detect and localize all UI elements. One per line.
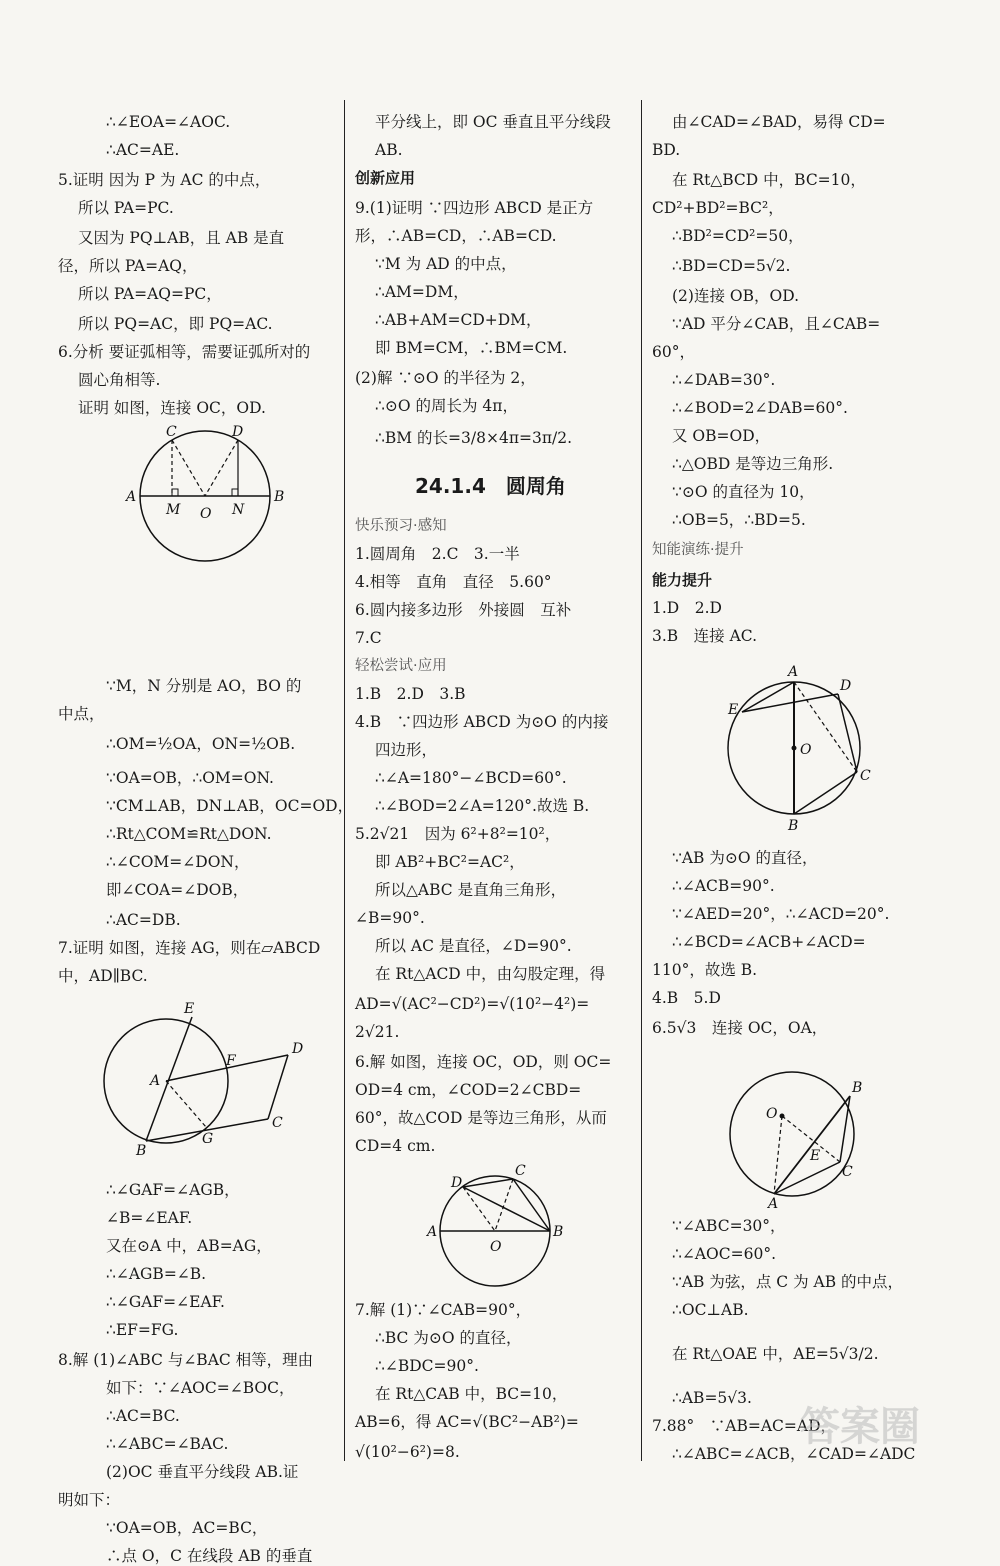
point-label: E: [184, 1001, 195, 1017]
text-line: 3.B 连接 AC.: [652, 627, 758, 645]
point-label: B: [553, 1224, 564, 1240]
text-line: ∴BD=CD=5√2.: [672, 257, 791, 275]
section-banner: 知能演练·提升: [652, 542, 744, 558]
text-line: 又 OB=OD，: [672, 427, 771, 445]
text-line: 在 Rt△ACD 中，由勾股定理，得: [375, 965, 606, 983]
column-3: [652, 108, 937, 1471]
text-line: 又因为 PQ⊥AB，且 AB 是直: [78, 229, 285, 247]
text-line: 所以△ABC 是直角三角形，: [375, 881, 567, 899]
text-line: 即 BM=CM，∴BM=CM.: [375, 339, 568, 357]
text-line: ∴∠ABC=∠ACB，∠CAD=∠ADC: [672, 1445, 916, 1463]
text-line: 5.2√21 因为 6²+8²=10²，: [355, 825, 561, 843]
text-line: ∴∠BDC=90°.: [375, 1357, 479, 1375]
text-line: ∴AB=5√3.: [672, 1389, 752, 1407]
text-line: ∴∠BCD=∠ACB+∠ACD=: [672, 933, 866, 951]
text-line: ∴∠A=180°−∠BCD=60°.: [375, 769, 567, 787]
point-label: E: [810, 1148, 821, 1164]
text-line: ∵OA=OB，∴OM=ON.: [106, 769, 274, 787]
text-line: 形，∴AB=CD，∴AB=CD.: [355, 227, 557, 245]
text-line: ∴⊙O 的周长为 4π，: [375, 397, 518, 415]
text-line: 7.88° ∵AB=AC=AD，: [652, 1417, 836, 1435]
text-line: ∴∠BOD=2∠A=120°.故选 B.: [375, 797, 590, 815]
point-label: F: [226, 1053, 236, 1069]
text-line: ∵OA=OB，AC=BC，: [106, 1519, 268, 1537]
point-label: O: [200, 506, 212, 522]
point-label: B: [136, 1143, 147, 1159]
point-label: D: [292, 1041, 304, 1057]
text-line: ∵∠ABC=30°，: [672, 1217, 786, 1235]
text-line: 4.相等 直角 直径 5.60°: [355, 573, 552, 591]
text-line: 径，所以 PA=AQ，: [58, 257, 198, 275]
text-line: BD.: [652, 141, 681, 159]
text-line: 又在⊙A 中，AB=AG，: [106, 1237, 272, 1255]
point-label: A: [427, 1224, 438, 1240]
text-line: 1.圆周角 2.C 3.一半: [355, 545, 520, 563]
text-line: 6.分析 要证弧相等，需要证弧所对的: [58, 343, 311, 361]
point-label: A: [788, 664, 799, 680]
text-line: 4.B ∵四边形 ABCD 为⊙O 的内接: [355, 713, 609, 731]
text-line: ∴BC 为⊙O 的直径，: [375, 1329, 522, 1347]
figure-circle-parallelogram: [98, 1003, 348, 1158]
subsection-heading: 能力提升: [652, 571, 713, 589]
text-line: ∵AB 为弦，点 C 为 AB 的中点，: [672, 1273, 904, 1291]
text-line: 中点，: [58, 705, 105, 723]
text-line: 平分线上，即 OC 垂直且平分线段: [375, 113, 611, 131]
point-label: G: [202, 1131, 214, 1147]
text-line: 在 Rt△OAE 中，AE=5√3/2.: [672, 1345, 879, 1363]
text-line: 在 Rt△CAB 中，BC=10，: [375, 1385, 568, 1403]
watermark: 答案圈: [800, 1404, 920, 1450]
text-line: ∴∠GAF=∠EAF.: [106, 1293, 225, 1311]
text-line: 明如下：: [58, 1491, 121, 1509]
point-label: E: [728, 702, 739, 718]
text-line: ∴△OBD 是等边三角形.: [672, 455, 834, 473]
point-label: B: [274, 489, 285, 505]
text-line: 所以 AC 是直径，∠D=90°.: [375, 937, 572, 955]
text-line: 8.解 (1)∠ABC 与∠BAC 相等，理由: [58, 1351, 314, 1369]
point-label: D: [232, 424, 244, 440]
text-line: CD=4 cm.: [355, 1137, 436, 1155]
text-line: 1.B 2.D 3.B: [355, 685, 466, 703]
text-line: ∴BM 的长=3/8×4π=3π/2.: [375, 429, 573, 447]
text-line: 4.B 5.D: [652, 989, 721, 1007]
text-line: (2)OC 垂直平分线段 AB.证: [106, 1463, 299, 1481]
text-line: (2)解 ∵⊙O 的半径为 2，: [355, 369, 536, 387]
text-line: ∴∠ABC=∠BAC.: [106, 1435, 229, 1453]
figure-circle-inscribed: [722, 664, 882, 834]
text-line: 7.解 (1)∵∠CAB=90°，: [355, 1301, 532, 1319]
figure-circle-mon: [120, 420, 290, 570]
column-rule-2: [641, 100, 642, 1461]
text-line: ∴∠COM=∠DON，: [106, 853, 250, 871]
text-line: ∴点 O，C 在线段 AB 的垂直: [106, 1547, 313, 1565]
text-line: ∴∠GAF=∠AGB，: [106, 1181, 240, 1199]
point-label: B: [852, 1080, 863, 1096]
text-line: 6.5√3 连接 OC，OA，: [652, 1019, 828, 1037]
text-line: 7.证明 如图，连接 AG，则在▱ABCD: [58, 939, 321, 957]
text-line: AB.: [375, 141, 403, 159]
text-line: 110°，故选 B.: [652, 961, 758, 979]
point-label: D: [451, 1175, 463, 1191]
section-banner: 轻松尝试·应用: [355, 658, 447, 674]
point-label: D: [840, 678, 852, 694]
subsection-heading: 创新应用: [355, 169, 416, 187]
text-line: 如下：∵∠AOC=∠BOC，: [106, 1379, 295, 1397]
point-label: A: [126, 489, 137, 505]
column-1: [58, 108, 354, 1565]
text-line: 中，AD∥BC.: [58, 967, 148, 985]
text-line: 四边形，: [375, 741, 438, 759]
text-line: ∴∠ACB=90°.: [672, 877, 775, 895]
text-line: CD²+BD²=BC²，: [652, 199, 784, 217]
column-rule-1: [344, 100, 345, 1461]
point-label: C: [272, 1115, 283, 1131]
text-line: 60°，: [652, 343, 695, 361]
text-line: ∴AC=DB.: [106, 911, 181, 929]
text-line: ∴AM=DM，: [375, 283, 469, 301]
point-label: C: [515, 1163, 526, 1179]
text-line: 60°，故△COD 是等边三角形，从而: [355, 1109, 607, 1127]
text-line: √(10²−6²)=8.: [355, 1443, 460, 1461]
text-line: ∴BD²=CD²=50，: [672, 227, 804, 245]
text-line: ∴OC⊥AB.: [672, 1301, 749, 1319]
point-label: O: [800, 742, 812, 758]
section-title: 24.1.4 圆周角: [415, 474, 566, 498]
text-line: 圆心角相等.: [78, 371, 161, 389]
figure-circle-cod: [425, 1163, 575, 1298]
text-line: 6.圆内接多边形 外接圆 互补: [355, 601, 572, 619]
text-line: AB=6，得 AC=√(BC²−AB²)=: [355, 1413, 579, 1431]
text-line: 6.解 如图，连接 OC，OD，则 OC=: [355, 1053, 612, 1071]
section-banner: 快乐预习·感知: [355, 518, 447, 534]
text-line: ∠B=∠EAF.: [106, 1209, 193, 1227]
text-line: OD=4 cm，∠COD=2∠CBD=: [355, 1081, 582, 1099]
text-line: 所以 PA=PC.: [78, 199, 174, 217]
point-label: B: [788, 818, 799, 834]
text-line: 在 Rt△BCD 中，BC=10，: [672, 171, 866, 189]
point-label: O: [766, 1106, 778, 1122]
text-line: ∴∠BOD=2∠DAB=60°.: [672, 399, 848, 417]
text-line: ∵∠AED=20°，∴∠ACD=20°.: [672, 905, 890, 923]
text-line: ∵CM⊥AB，DN⊥AB，OC=OD，: [106, 797, 354, 815]
text-line: 5.证明 因为 P 为 AC 的中点，: [58, 171, 271, 189]
point-label: M: [166, 502, 181, 518]
text-line: 即 AB²+BC²=AC²，: [375, 853, 525, 871]
text-line: 即∠COA=∠DOB，: [106, 881, 249, 899]
text-line: AD=√(AC²−CD²)=√(10²−4²)=: [355, 995, 590, 1013]
point-label: A: [150, 1073, 161, 1089]
figure-circle-chord: [722, 1068, 882, 1212]
text-line: ∵AD 平分∠CAB，且∠CAB=: [672, 315, 881, 333]
text-line: 由∠CAD=∠BAD，易得 CD=: [672, 113, 886, 131]
text-line: ∴∠AOC=60°.: [672, 1245, 776, 1263]
text-line: 1.D 2.D: [652, 599, 722, 617]
point-label: N: [232, 502, 245, 518]
text-line: 9.(1)证明 ∵四边形 ABCD 是正方: [355, 199, 594, 217]
text-line: ∴AC=AE.: [106, 141, 180, 159]
text-line: ∴AB+AM=CD+DM，: [375, 311, 542, 329]
point-label: C: [860, 768, 871, 784]
text-line: ∠B=90°.: [355, 909, 425, 927]
text-line: ∴∠EOA=∠AOC.: [106, 113, 231, 131]
text-line: ∴Rt△COM≌Rt△DON.: [106, 825, 272, 843]
text-line: 证明 如图，连接 OC，OD.: [78, 399, 266, 417]
point-label: O: [490, 1239, 502, 1255]
point-label: C: [842, 1164, 853, 1180]
text-line: ∵⊙O 的直径为 10，: [672, 483, 815, 501]
text-line: 所以 PQ=AC，即 PQ=AC.: [78, 315, 273, 333]
text-line: ∴∠DAB=30°.: [672, 371, 776, 389]
text-line: ∴∠AGB=∠B.: [106, 1265, 207, 1283]
column-2: [355, 108, 637, 1471]
point-label: C: [166, 424, 177, 440]
text-line: (2)连接 OB，OD.: [672, 287, 799, 305]
text-line: 所以 PA=AQ=PC，: [78, 285, 222, 303]
text-line: ∵M，N 分别是 AO，BO 的: [106, 677, 302, 695]
text-line: ∴OM=½OA，ON=½OB.: [106, 735, 296, 753]
text-line: 7.C: [355, 629, 382, 647]
text-line: ∴OB=5，∴BD=5.: [672, 511, 806, 529]
text-line: ∵AB 为⊙O 的直径，: [672, 849, 818, 867]
text-line: 2√21.: [355, 1023, 400, 1041]
text-line: ∴AC=BC.: [106, 1407, 180, 1425]
point-label: A: [768, 1196, 779, 1212]
text-line: ∵M 为 AD 的中点，: [375, 255, 517, 273]
text-line: ∴EF=FG.: [106, 1321, 179, 1339]
